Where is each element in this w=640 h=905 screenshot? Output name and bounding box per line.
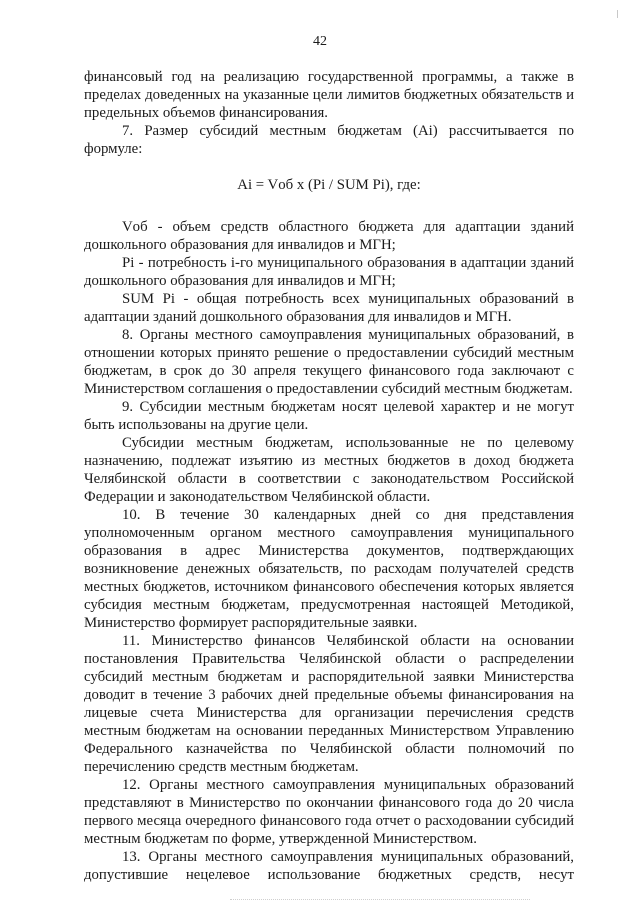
paragraph-item-13: 13. Органы местного самоуправления муниципальных образований, допустившие нецелевое использование бюджетных средств, несут (84, 849, 574, 883)
paragraph-item-10: 10. В течение 30 календарных дней со дня представления уполномоченным органом местного самоуправления муниципального образования в адрес Министерства документов, подтверждающих возникновение денежных обязательств, по расходам получателей средств местных бюджетов, источником финансового обеспечения которых является субсидия местным бюджетам, предусмотренная настоящей Методикой, Министерство формирует распорядительные заявки. (84, 507, 574, 631)
paragraph-item-7: 7. Размер субсидий местным бюджетам (Ai) рассчитывается по формуле: (84, 123, 574, 157)
paragraph-item-9: 9. Субсидии местным бюджетам носят целевой характер и не могут быть использованы на другие цели. (84, 399, 574, 433)
scan-artifact (617, 10, 618, 18)
paragraph-item-9-continued: Субсидии местным бюджетам, использованные не по целевому назначению, подлежат изъятию из местных бюджетов в доход бюджета Челябинской области в соответствии с законодательством Российской Федерации и законодательством Челябинской области. (84, 435, 574, 505)
formula: Ai = Vоб x (Pi / SUM Pi), где: (237, 177, 421, 193)
page-number: 42 (313, 34, 327, 49)
scan-bottom-edge (230, 899, 530, 901)
document-body (84, 68, 574, 884)
paragraph-continuation: финансовый год на реализацию государственной программы, а также в пределах доведенных на указанные цели лимитов бюджетных обязательств и предельных объемов финансирования. (84, 69, 574, 121)
paragraph-item-11: 11. Министерство финансов Челябинской области на основании постановления Правительства Челябинской области о распределении субсидий местным бюджетам и распорядительной заявки Министерства доводит в течение 3 рабочих дней предельные объемы финансирования на лицевые счета Министерства для организации перечисления средств местным бюджетам на основании переданных Министерством Управлению Федерального казначейства по Челябинской области полномочий по перечислению средств местным бюджетам. (84, 633, 574, 775)
definition-sum-pi: SUM Pi - общая потребность всех муниципальных образований в адаптации зданий дошкольного образования для инвалидов и МГН. (84, 291, 574, 325)
paragraph-item-12: 12. Органы местного самоуправления муниципальных образований представляют в Министерство по окончании финансового года до 20 числа первого месяца очередного финансового года отчет о расходовании субсидий местным бюджетам по форме, утвержденной Министерством. (84, 777, 574, 847)
definition-vob: Vоб - объем средств областного бюджета для адаптации зданий дошкольного образования для инвалидов и МГН; (84, 219, 574, 253)
definition-pi: Pi - потребность i-го муниципального образования в адаптации зданий дошкольного образования для инвалидов и МГН; (84, 255, 574, 289)
paragraph-item-8: 8. Органы местного самоуправления муниципальных образований, в отношении которых принято решение о предоставлении субсидий местным бюджетам, в срок до 30 апреля текущего финансового года заключают с Министерством соглашения о предоставлении субсидий местным бюджетам. (84, 327, 574, 397)
